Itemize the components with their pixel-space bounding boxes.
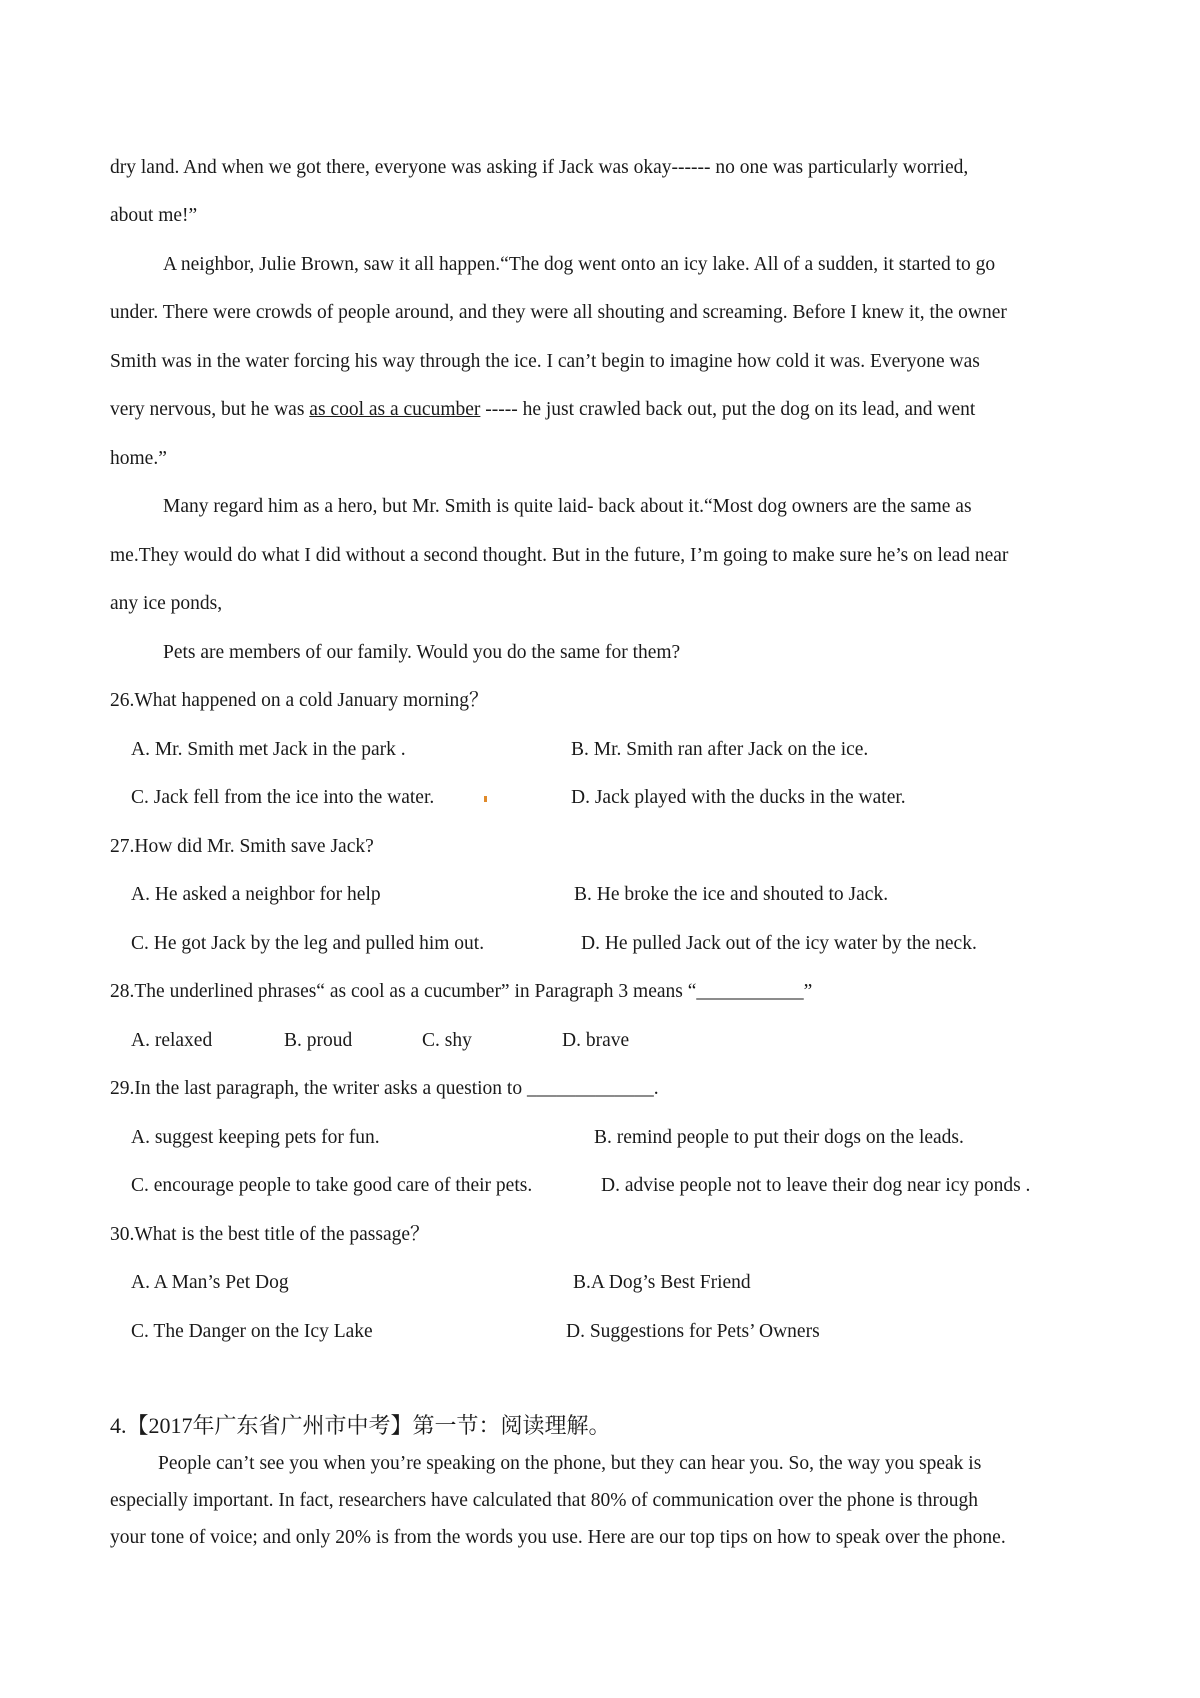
passage-text: ----- he just crawled back out, put the dog on its lead, and went	[480, 399, 976, 420]
option-c: C. He got Jack by the leg and pulled him out.	[131, 933, 485, 954]
passage-line: your tone of voice; and only 20% is from the words you use. Here are our top tips on how to speak over the phone.	[110, 1527, 1006, 1548]
option-a: A. Mr. Smith met Jack in the park .	[131, 739, 406, 760]
passage-line	[110, 397, 975, 423]
option-d: D. brave	[562, 1030, 630, 1051]
question-stem: 30.What is the best title of the passage？	[110, 1224, 430, 1245]
option-d: D. Jack played with the ducks in the water.	[571, 787, 906, 808]
option-c: C. Jack fell from the ice into the water.	[131, 787, 435, 808]
option-a: A. A Man’s Pet Dog	[131, 1272, 289, 1293]
question-stem: 28.The underlined phrases“ as cool as a cucumber” in Paragraph 3 means “___________”	[110, 981, 813, 1002]
option-c: C. The Danger on the Icy Lake	[131, 1321, 373, 1342]
passage-line: A neighbor, Julie Brown, saw it all happen.“The dog went onto an icy lake. All of a sudden, it started to go	[163, 254, 996, 275]
passage-line: me.They would do what I did without a second thought. But in the future, I’m going to make sure he’s on lead near	[110, 545, 1009, 566]
option-b: B. remind people to put their dogs on the leads.	[594, 1127, 964, 1148]
passage-line: People can’t see you when you’re speaking on the phone, but they can hear you. So, the way you speak is	[158, 1453, 982, 1474]
passage-line: under. There were crowds of people around, and they were all shouting and screaming. Before I knew it, the owner	[110, 302, 1007, 323]
underlined-phrase: as cool as a cucumber	[309, 399, 481, 420]
option-a: A. suggest keeping pets for fun.	[131, 1127, 380, 1148]
passage-text: very nervous, but he was	[110, 399, 310, 420]
stray-mark	[484, 796, 487, 802]
passage-line: home.”	[110, 448, 167, 469]
passage-line: Pets are members of our family. Would you do the same for them?	[163, 642, 681, 663]
option-b: B. Mr. Smith ran after Jack on the ice.	[571, 739, 869, 760]
passage-line: Many regard him as a hero, but Mr. Smith is quite laid- back about it.“Most dog owners are the same as	[163, 496, 972, 517]
option-c: C. encourage people to take good care of their pets.	[131, 1175, 533, 1196]
option-a: A. He asked a neighbor for help	[131, 884, 381, 905]
option-d: D. advise people not to leave their dog near icy ponds .	[601, 1175, 1031, 1196]
option-d: D. He pulled Jack out of the icy water by the neck.	[581, 933, 977, 954]
passage-line: dry land. And when we got there, everyone was asking if Jack was okay------ no one was particularly worried,	[110, 157, 969, 178]
option-b: B. He broke the ice and shouted to Jack.	[574, 884, 889, 905]
option-c: C. shy	[422, 1030, 472, 1051]
option-d: D. Suggestions for Pets’ Owners	[566, 1321, 820, 1342]
passage-line: especially important. In fact, researchers have calculated that 80% of communication over the phone is through	[110, 1490, 978, 1511]
passage-line: any ice ponds,	[110, 593, 223, 614]
option-b: B.A Dog’s Best Friend	[573, 1272, 751, 1293]
section-title: 4.【2017年广东省广州市中考】第一节：阅读理解。	[110, 1413, 611, 1438]
option-b: B. proud	[284, 1030, 353, 1051]
question-stem: 27.How did Mr. Smith save Jack?	[110, 836, 374, 857]
passage-line: Smith was in the water forcing his way through the ice. I can’t begin to imagine how cold it was. Everyone was	[110, 351, 980, 372]
question-stem: 29.In the last paragraph, the writer asks a question to _____________.	[110, 1078, 659, 1099]
option-a: A. relaxed	[131, 1030, 213, 1051]
question-stem: 26.What happened on a cold January morning？	[110, 690, 489, 711]
passage-line: about me!”	[110, 205, 198, 226]
